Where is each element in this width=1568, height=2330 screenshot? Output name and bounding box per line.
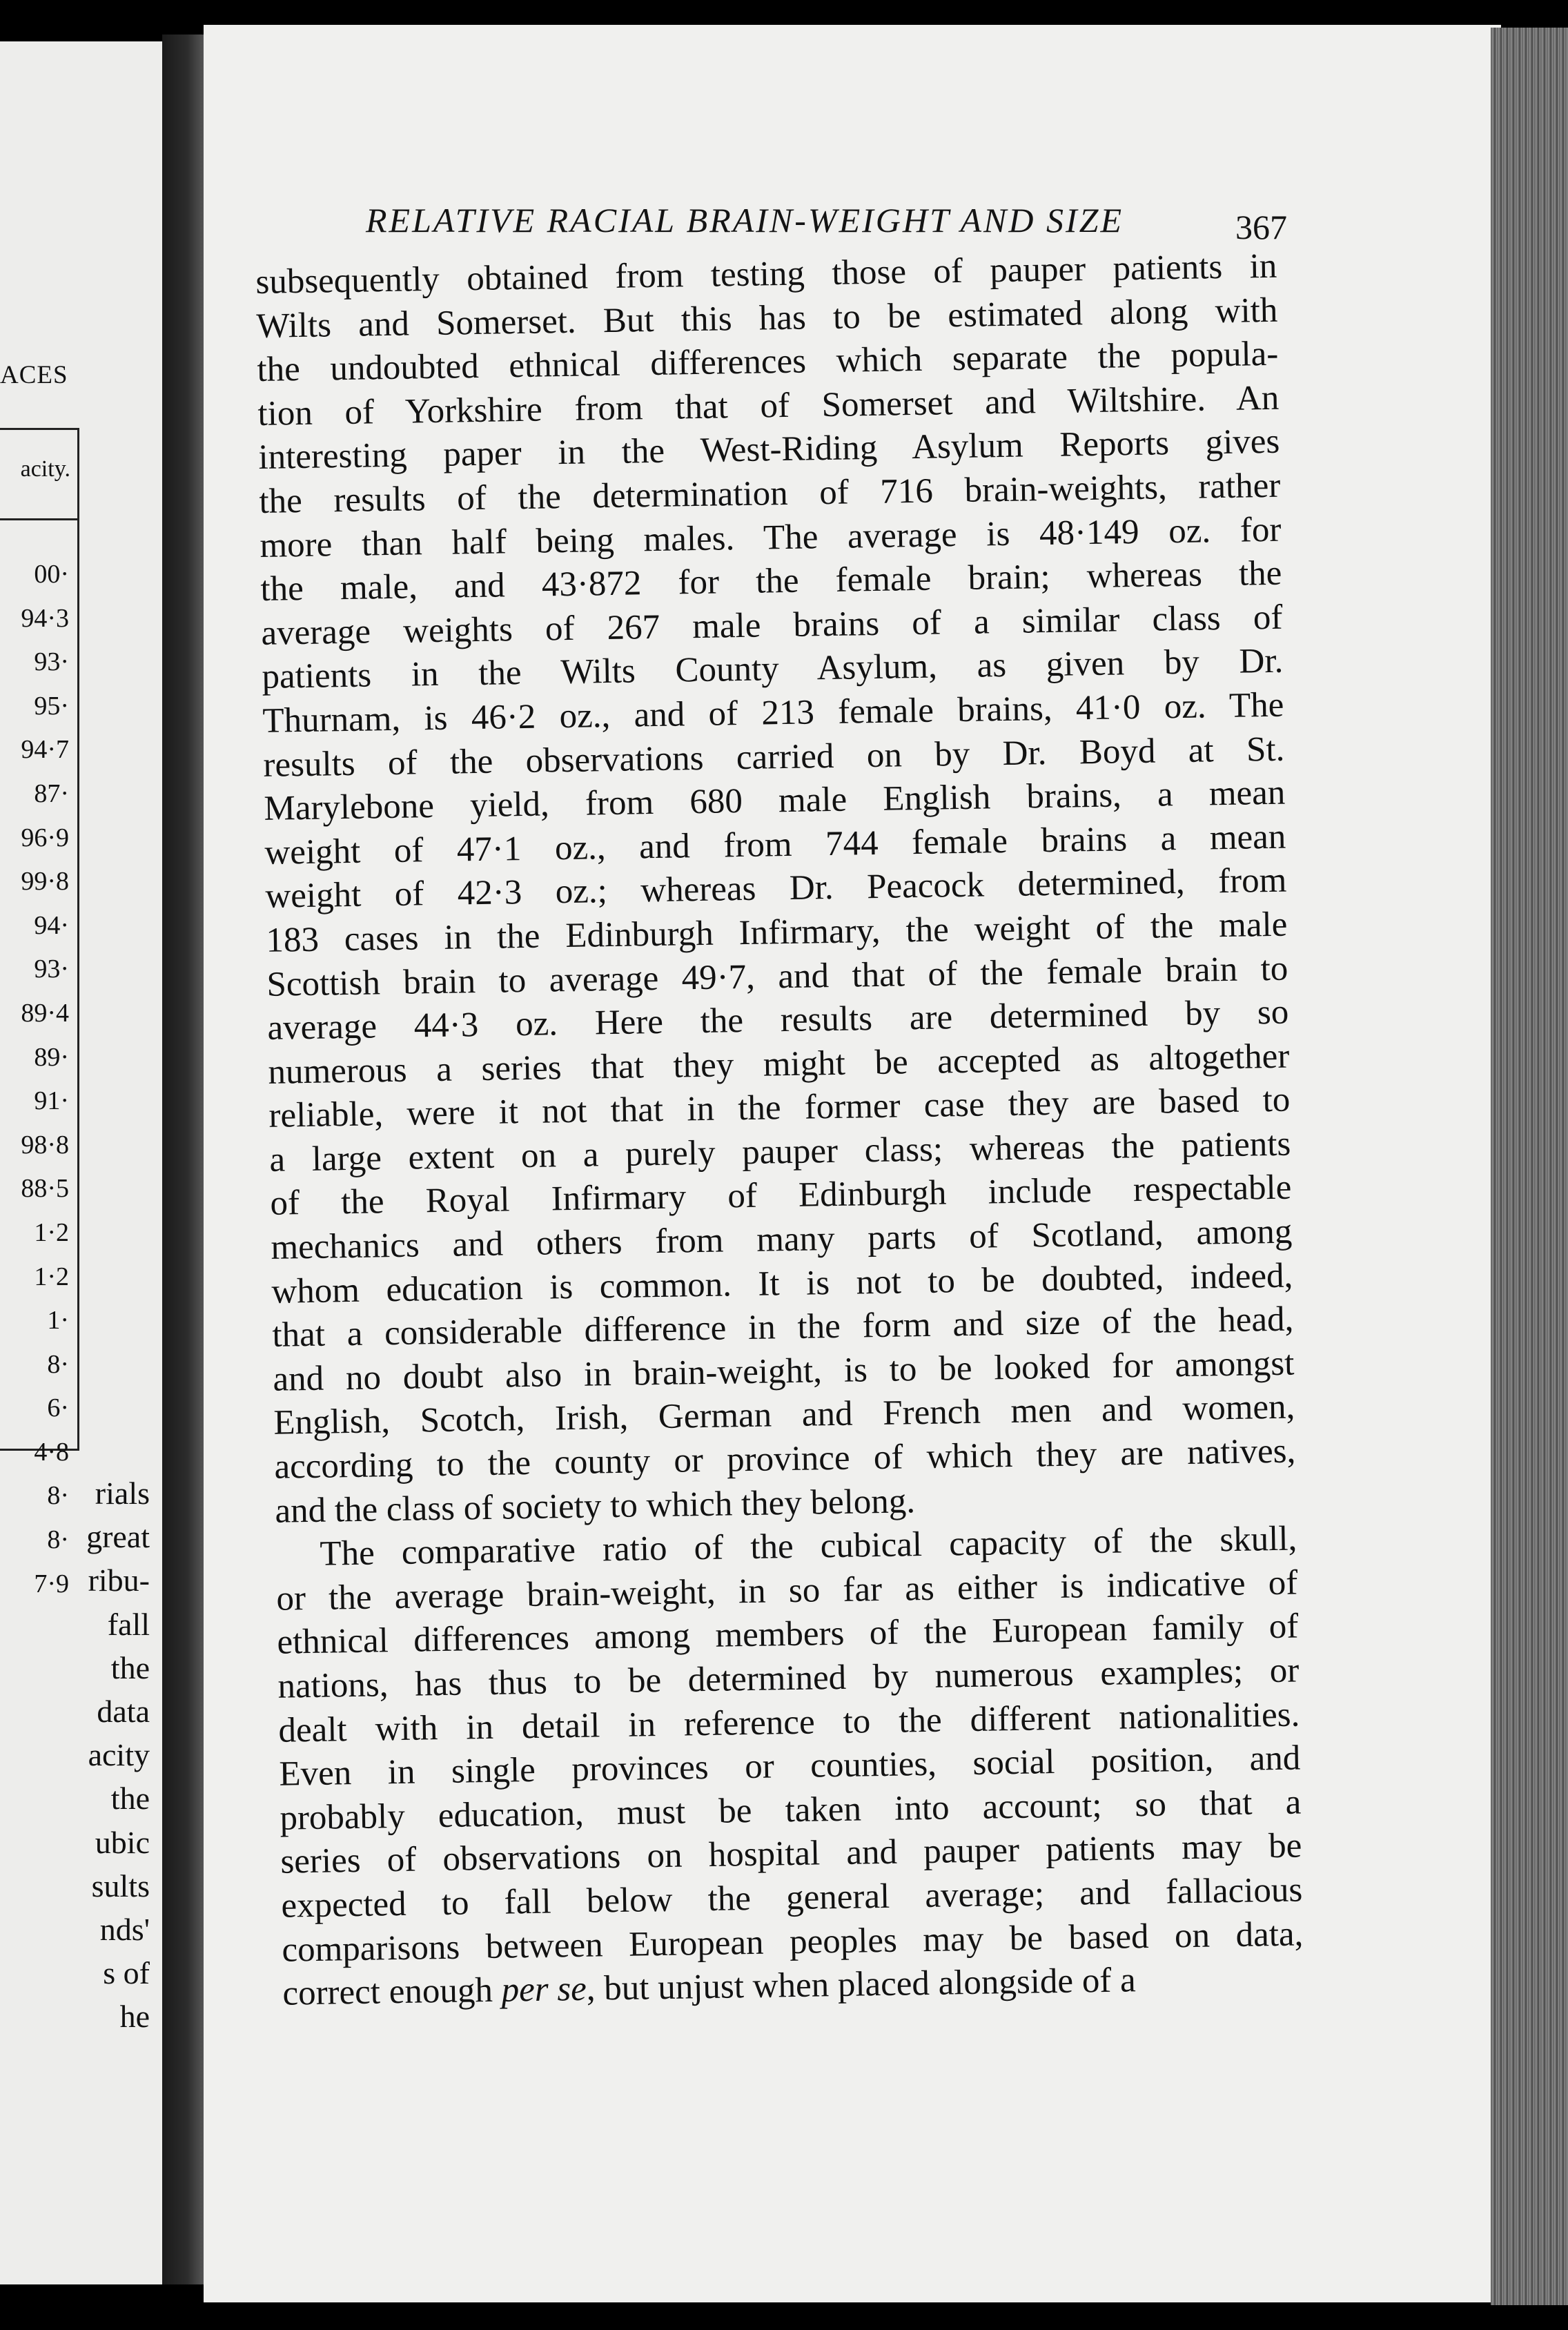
table-value: 95· (34, 691, 69, 721)
text-line: the results of the determination of 716 brain-weights, rather (259, 466, 1281, 521)
text-line: interesting paper in the West-Riding Asylum Reports gives (258, 422, 1280, 478)
table-value: 96·9 (21, 823, 69, 852)
running-head: RELATIVE RACIAL BRAIN-WEIGHT AND SIZE (366, 201, 1124, 239)
text-fragment: nds' (99, 1912, 150, 1948)
text-line: Marylebone yield, from 680 male English brains, a mean (264, 773, 1286, 829)
text-line: or the average brain-weight, in so far as either is indicative of (276, 1563, 1298, 1618)
text-line: and no doubt also in brain-weight, is to be looked for amongst (273, 1344, 1295, 1399)
table-value: 1·2 (34, 1217, 69, 1247)
text-line: a large extent on a purely pauper class; whereas the patients (269, 1124, 1291, 1179)
table-value: 94· (34, 910, 69, 940)
body-text (255, 245, 1304, 2017)
text-fragment: data (97, 1694, 150, 1730)
text-fragment: the (110, 1781, 150, 1817)
previous-page-text-column (86, 1471, 150, 2039)
text-line: Even in single provinces or counties, social position, and (279, 1739, 1301, 1794)
text-fragment: ribu- (88, 1563, 150, 1598)
table-header-label: acity. (20, 456, 70, 482)
text-line: ethnical differences among members of the European family of (277, 1607, 1299, 1663)
text-line: that a considerable difference in the form and size of the head, (272, 1300, 1294, 1355)
table-value: 6· (47, 1393, 69, 1423)
text-line: reliable, were it not that in the former case they are based to (268, 1080, 1291, 1136)
text-fragment: sults (91, 1868, 150, 1903)
table-value: 89· (34, 1042, 69, 1072)
text-line: patients in the Wilts County Asylum, as given by Dr. (262, 642, 1284, 697)
text-line: correct enough per se, but unjust when placed alongside of a (282, 1961, 1137, 2013)
table-value: 91· (34, 1086, 69, 1116)
text-line: weight of 47·1 oz., and from 744 female brains a mean (264, 817, 1286, 872)
text-line: expected to fall below the general average; and fallacious (281, 1870, 1303, 1926)
text-line: average weights of 267 male brains of a similar class of (261, 598, 1283, 653)
page-edge (1491, 28, 1568, 2305)
table-value: 8· (47, 1525, 69, 1555)
previous-page-fragment (0, 41, 162, 2284)
text-fragment: fall (107, 1606, 150, 1642)
text-line: probably education, must be taken into account; so that a (280, 1783, 1302, 1838)
text-line: the male, and 43·872 for the female brain; whereas the (260, 554, 1282, 609)
text-fragment: s of (103, 1955, 150, 1991)
text-line: 183 cases in the Edinburgh Infirmary, the weight of the male (266, 905, 1288, 960)
table-value: 89·4 (21, 998, 69, 1028)
text-line: series of observations on hospital and pauper patients may be (280, 1826, 1302, 1882)
table-value: 94·7 (21, 735, 69, 765)
text-line: results of the observations carried on by Dr. Boyd at St. (263, 730, 1285, 785)
table-value: 7·9 (34, 1569, 69, 1598)
previous-page-table-header (0, 430, 77, 520)
table-value: 1· (47, 1306, 69, 1335)
text-line: numerous a series that they might be accepted as altogether (268, 1037, 1290, 1092)
table-value: 4·8 (34, 1437, 69, 1467)
text-line: Wilts and Somerset. But this has to be estimated along with (256, 291, 1278, 346)
text-fragment: great (86, 1519, 150, 1555)
text-line: mechanics and others from many parts of Scotland, among (271, 1212, 1293, 1267)
previous-page-header: ACES (0, 361, 68, 389)
text-fragment: ubic (95, 1824, 150, 1860)
table-value: 98·8 (21, 1130, 69, 1159)
text-fragment: he (119, 1999, 150, 2035)
book-gutter (162, 35, 204, 2284)
text-fragment: rials (95, 1476, 150, 1511)
table-value-column (21, 553, 69, 1606)
text-line: whom education is common. It is not to be doubted, indeed, (271, 1256, 1293, 1311)
text-line: weight of 42·3 oz.; whereas Dr. Peacock determined, from (265, 861, 1287, 917)
table-value: 00· (34, 560, 69, 589)
previous-page-table (0, 428, 79, 1598)
text-line: nations, has thus to be determined by numerous examples; or (277, 1651, 1300, 1706)
text-line: subsequently obtained from testing those of pauper patients in (255, 246, 1277, 302)
table-value: 8· (47, 1481, 69, 1511)
text-line: and the class of society to which they belong. (275, 1481, 916, 1531)
table-value: 93· (34, 647, 69, 677)
text-fragment: acity (88, 1737, 150, 1773)
table-value: 87· (34, 779, 69, 808)
text-line: comparisons between European peoples may be based on data, (282, 1915, 1304, 1970)
text-line: according to the county or province of which they are natives, (274, 1431, 1296, 1487)
italic-phrase: per se (501, 1969, 587, 2010)
table-value: 88·5 (21, 1174, 69, 1204)
table-value: 93· (34, 954, 69, 984)
table-value: 1·2 (34, 1262, 69, 1291)
text-fragment: the (110, 1649, 150, 1685)
text-line: average 44·3 oz. Here the results are determined by so (267, 992, 1289, 1048)
table-value: 8· (47, 1349, 69, 1379)
table-value: 99·8 (21, 867, 69, 897)
text-line: Scottish brain to average 49·7, and that of the female brain to (266, 949, 1288, 1004)
text-line: dealt with in detail in reference to the different nationalities. (278, 1695, 1300, 1750)
text-line: tion of Yorkshire from that of Somerset and Wiltshire. An (257, 378, 1280, 433)
table-value: 94·3 (21, 603, 69, 633)
text-line: of the Royal Infirmary of Edinburgh include respectable (270, 1168, 1292, 1224)
page-number: 367 (1235, 208, 1287, 246)
text-line: more than half being males. The average is 48·149 oz. for (259, 510, 1282, 565)
text-line: English, Scotch, Irish, German and French men and women, (273, 1387, 1295, 1443)
text-line: Thurnam, is 46·2 oz., and of 213 female brains, 41·0 oz. The (262, 685, 1284, 741)
text-line: the undoubted ethnical differences which separate the popula- (257, 334, 1279, 390)
text-line: The comparative ratio of the cubical capacity of the skull, (320, 1519, 1297, 1574)
